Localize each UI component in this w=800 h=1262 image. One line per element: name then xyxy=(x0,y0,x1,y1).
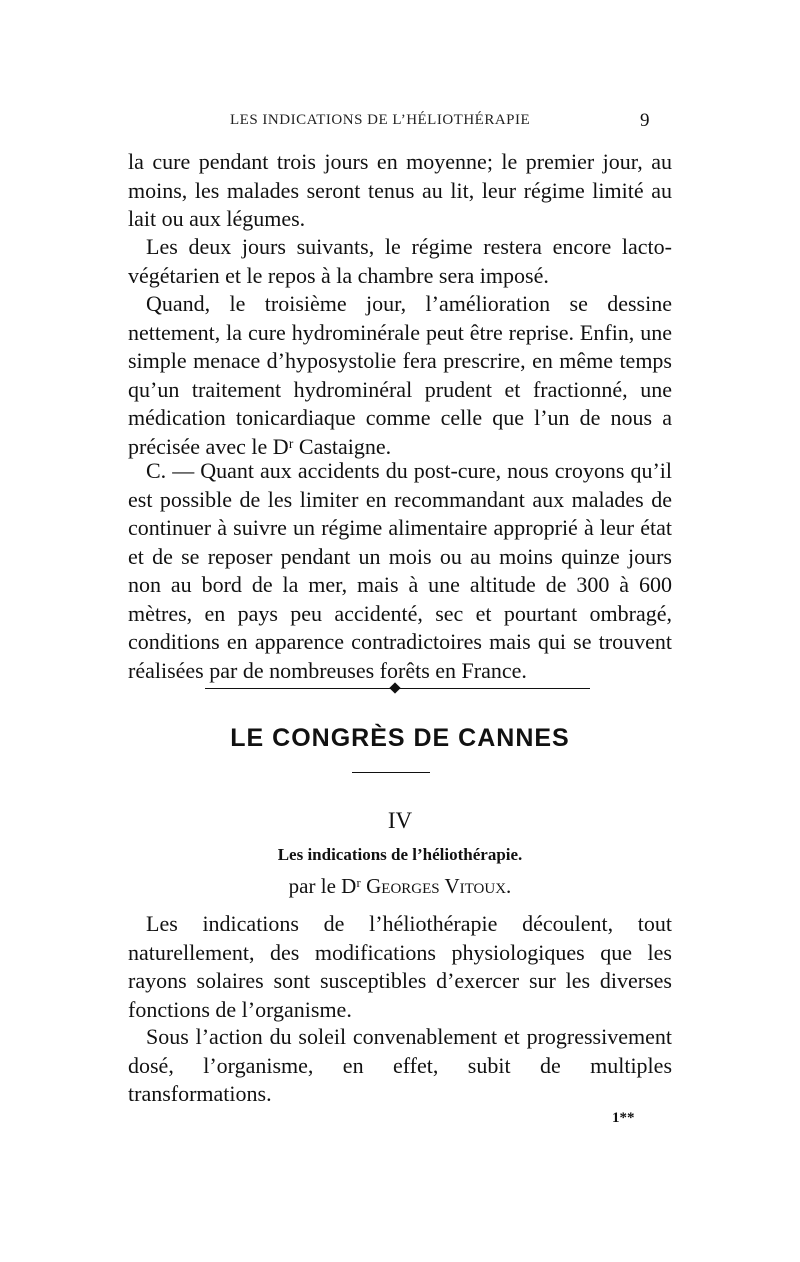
paragraph-indications: Les indications de l’héliothérapie découlent, tout naturellement, des modifications physiologiques que les rayons solaires sont susceptibles d’exercer sur les diverses fonctions de l’organisme. xyxy=(128,911,672,1022)
byline-author: Georges Vitoux. xyxy=(366,874,512,898)
byline-prefix: par le Dʳ xyxy=(288,874,361,898)
paragraph-third-day: Quand, le troisième jour, l’amélioration se dessine nettement, la cure hydrominérale peut être reprise. Enfin, une simple menace d’hyposystolie fera prescrire, en même temps qu’un traitement hydrominéral prudent et fractionné, une médication tonicardiaque comme celle que l’un de nous a précisée avec le Dʳ Castaigne. xyxy=(128,291,672,459)
congress-title: LE CONGRÈS DE CANNES xyxy=(230,724,570,752)
running-head: LES INDICATIONS DE L’HÉLIOTHÉRAPIE xyxy=(230,112,531,128)
paragraph-two-days: Les deux jours suivants, le régime restera encore lacto-végétarien et le repos à la chambre sera imposé. xyxy=(128,234,672,288)
short-divider xyxy=(352,772,430,773)
byline xyxy=(200,874,600,899)
paragraph-post-cure: C. — Quant aux accidents du post-cure, nous croyons qu’il est possible de les limiter en recommandant aux malades de continuer à suivre un régime alimentaire approprié à leur état et de se reposer pendant un mois ou au moins quinze jours non au bord de la mer, mais à une altitude de 300 à 600 mètres, en pays peu accidenté, sec et pourtant ombragé, conditions en apparence contradictoires mais qui se trouvent réalisées par de nombreuses forêts en France. xyxy=(128,458,672,683)
article-title: Les indications de l’héliothérapie. xyxy=(277,845,523,864)
paragraph-sun-action: Sous l’action du soleil convenablement et progressivement dosé, l’organisme, en effet, subit de multiples transformations. xyxy=(128,1024,672,1106)
signature-mark: 1** xyxy=(612,1110,635,1126)
page-number: 9 xyxy=(640,110,650,131)
paragraph-continuation: la cure pendant trois jours en moyenne; le premier jour, au moins, les malades seront tenus au lit, leur régime limité au lait ou aux légumes. xyxy=(128,149,672,231)
section-number: IV xyxy=(387,808,413,833)
